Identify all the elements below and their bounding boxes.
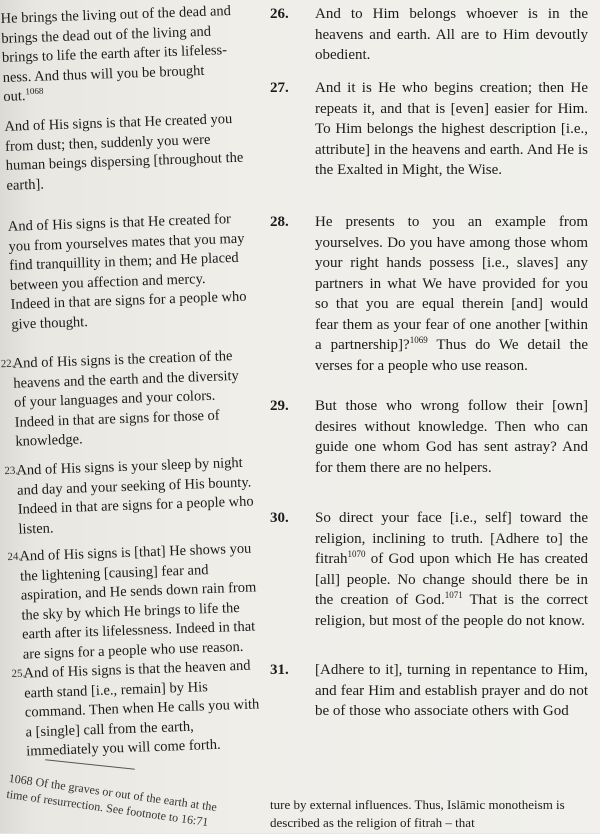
footnote-ref[interactable]: 1068 — [25, 85, 44, 97]
verse-text-part: He presents to you an example from yourselves. Do you have among those whom your right hands possess [i.e., slaves] any partners in what We have provided for you so that you are equal therein [and] would fear them as your fear of one another [within a partnership]? — [315, 214, 588, 353]
verse-number: 25. — [11, 667, 26, 681]
verse-text: And of His signs is that He created you from dust; then, suddenly you were human beings dispersing [throughout the earth]. — [4, 110, 244, 194]
verse-number: 27. — [270, 80, 289, 96]
verse-block-21 — [8, 210, 250, 335]
verse-number: 28. — [270, 214, 289, 230]
verse-text: And to Him belongs whoever is in the heavens and earth. All are to Him devoutly obedient. — [315, 6, 588, 63]
verse-text — [315, 508, 588, 631]
verse-block-20 — [4, 110, 245, 196]
verse-number: 30. — [270, 510, 289, 526]
verse-number: 29. — [270, 398, 289, 414]
verse-number: 31. — [270, 662, 289, 678]
verse-block-19 — [0, 2, 241, 108]
verse-text: And of His signs is that the heaven and earth stand [i.e., remain] by His command. Then when He calls you with a [single] call from the earth, immediately you will come forth. — [23, 657, 260, 760]
verse-number: 24. — [7, 550, 22, 564]
verse-number: 23. — [4, 464, 19, 478]
verse-text-part: Thus do We detail the verses for a people who use reason. — [315, 337, 588, 374]
verse-text: [Adhere to it], turning in repentance to Him, and fear Him and establish prayer and do not be of those who associate others with God — [315, 662, 588, 719]
verse-number: 26. — [270, 6, 289, 22]
verse-text: He brings the living out of the dead and brings the dead out of the living and brings to life the earth after its lifeless-ness. And thus will you be brought out. — [0, 2, 232, 105]
verse-text — [315, 212, 588, 376]
verse-text: And of His signs is the creation of the heavens and the earth and the diversity of your languages and your colors. Indeed in that are signs for those of knowledge. — [12, 348, 240, 450]
verse-block-24 — [7, 539, 261, 664]
footnote-ref[interactable]: 1071 — [444, 590, 463, 600]
verse-text: But those who wrong follow their [own] desires without knowledge. Then who can guide one whom God has sent astray? And for them there are no helpers. — [315, 398, 588, 476]
verse-number: 22. — [0, 357, 15, 371]
verse-block-23 — [4, 453, 257, 539]
verse-text: And it is He who begins creation; then He repeats it, and that is [even] easier for Him. To Him belongs the highest description [i.e., attribute] in the heavens and earth. And He is the Exalted in Might, the Wise. — [315, 80, 588, 178]
verse-block-25 — [11, 656, 264, 762]
verse-text: And of His signs is that He created for you from yourselves mates that you may find tranquillity in them; and He placed between you affection and mercy. Indeed in that are signs for a people who give thought. — [7, 211, 247, 333]
verse-block-22 — [0, 346, 253, 452]
verse-text: And of His signs is your sleep by night and day and your seeking of His bounty. Indeed in that are signs for a people who listen. — [16, 454, 254, 538]
verse-text: And of His signs is [that] He shows you the lightening [causing] fear and aspiration, and He sends down rain from the sky by which He brings to life the earth after its lifelessness. Indeed in that are signs for a people who use reason. — [19, 540, 257, 663]
footnote-divider — [45, 759, 135, 769]
footnote-ref[interactable]: 1069 — [409, 335, 428, 345]
footnote-left: 1068 Of the graves or out of the earth at the time of resurrection. See footnote to 16:71 — [5, 770, 218, 830]
verse-text-part: So direct your face [i.e., self] toward the religion, inclining to truth. [Adhere to] the fitrah — [315, 510, 588, 567]
footnote-ref[interactable]: 1070 — [347, 549, 366, 559]
verse-text-part: That is the correct religion, but most of the people do not know. — [315, 592, 588, 629]
footnote-right: ture by external influences. Thus, Islāmic monotheism is described as the religion of fitrah – that — [270, 797, 565, 830]
verse-text-part: of God upon which He has created [all] people. No change should there be in the creation of God. — [315, 551, 588, 608]
